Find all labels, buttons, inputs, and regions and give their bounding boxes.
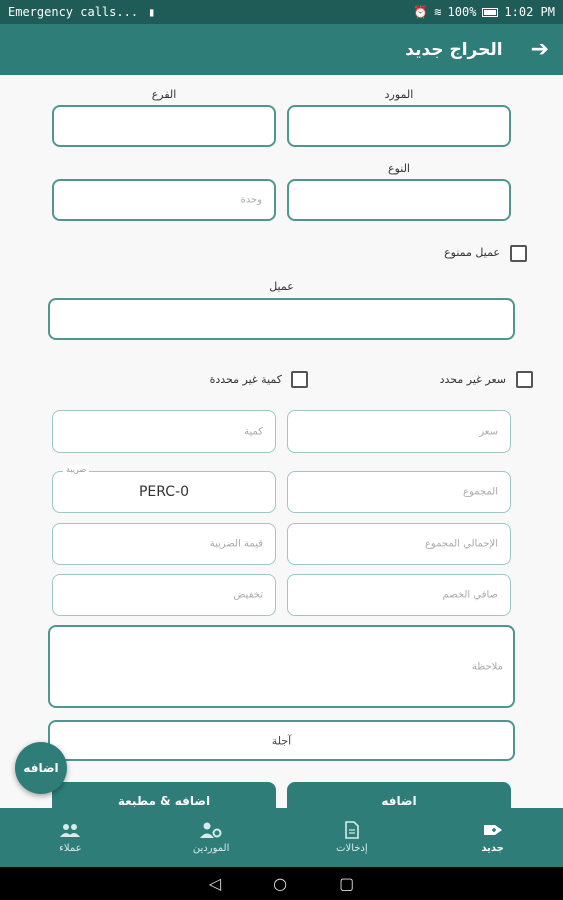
nav-new[interactable]: [422, 808, 563, 867]
note-placeholder: ملاحظة: [471, 661, 503, 672]
qty-input[interactable]: [52, 410, 276, 453]
wifi-icon: ≋: [434, 5, 442, 19]
price-unknown-checkbox[interactable]: [516, 371, 533, 388]
alarm-icon: ⏰: [413, 5, 429, 19]
unit-input[interactable]: [52, 179, 276, 221]
tax-floating-label: ضريبة: [63, 465, 89, 474]
branch-label: الفرع: [151, 88, 177, 101]
price-placeholder: سعر: [479, 426, 498, 437]
app-bar: [0, 24, 563, 75]
unit-placeholder: وحدة: [240, 194, 262, 206]
carrier-text: Emergency calls...: [8, 5, 139, 19]
nav-entries[interactable]: [282, 808, 423, 867]
qty-unknown-checkbox[interactable]: [291, 371, 308, 388]
bottom-nav: [0, 808, 563, 867]
grand-total-placeholder: الإجمالي المجموع: [424, 538, 498, 550]
price-input[interactable]: [287, 410, 511, 453]
grand-total-input[interactable]: [287, 523, 511, 565]
branch-dropdown[interactable]: [52, 105, 276, 147]
back-arrow-icon[interactable]: ➔: [530, 36, 549, 62]
total-placeholder: المجموع: [463, 486, 498, 498]
form-area: [0, 75, 563, 808]
tax-dropdown[interactable]: [52, 465, 276, 513]
recents-square-icon[interactable]: ▢: [339, 874, 355, 893]
net-discount-input[interactable]: [287, 574, 511, 616]
nav-new-label: جديد: [481, 843, 504, 854]
tax-value: PERC-0: [138, 484, 190, 500]
tax-value-placeholder: قيمة الضريبة: [209, 538, 263, 550]
nav-suppliers[interactable]: [141, 808, 282, 867]
page-title: الحراج جديد: [405, 39, 503, 60]
nav-clients[interactable]: [0, 808, 141, 867]
total-input[interactable]: [287, 471, 511, 513]
status-bar: [0, 0, 563, 24]
client-label: عميل: [269, 280, 294, 293]
suppliers-icon: [200, 821, 222, 839]
home-circle-icon[interactable]: ○: [273, 874, 288, 893]
supplier-label: المورد: [384, 88, 414, 101]
add-button[interactable]: اضافه: [287, 782, 511, 808]
qty-placeholder: كمية: [244, 426, 263, 437]
system-nav-bar: [0, 867, 563, 900]
battery-percent: 100%: [447, 5, 477, 19]
add-fab-button[interactable]: اضافه: [15, 742, 67, 794]
net-discount-placeholder: صافي الخصم: [442, 589, 498, 601]
new-entry-icon: [482, 821, 504, 839]
note-textarea[interactable]: [48, 625, 515, 708]
forbidden-client-label: عميل ممنوع: [444, 246, 500, 259]
back-triangle-icon[interactable]: ◁: [208, 874, 222, 893]
type-label: النوع: [388, 162, 410, 175]
type-dropdown[interactable]: [287, 179, 511, 221]
tax-value-input[interactable]: [52, 523, 276, 565]
deadline-input[interactable]: [48, 720, 515, 761]
battery-icon: [482, 8, 498, 17]
supplier-dropdown[interactable]: [287, 105, 511, 147]
notification-icon: ▮: [148, 5, 156, 19]
forbidden-client-checkbox[interactable]: [510, 245, 527, 262]
client-dropdown[interactable]: [48, 298, 515, 340]
clients-icon: [59, 821, 81, 839]
add-and-print-button[interactable]: اضافه & مطبعة: [52, 782, 276, 808]
qty-unknown-label: كمية غير محددة: [209, 373, 282, 386]
clock: 1:02 PM: [504, 5, 555, 19]
nav-entries-label: إدخالات: [336, 843, 368, 854]
nav-clients-label: عملاء: [59, 843, 82, 854]
discount-input[interactable]: [52, 574, 276, 616]
document-icon: [341, 821, 363, 839]
nav-suppliers-label: الموردين: [192, 843, 230, 854]
deadline-placeholder: آجلة: [271, 734, 292, 747]
discount-placeholder: تخفيض: [233, 589, 263, 601]
price-unknown-label: سعر غير محدد: [439, 373, 506, 386]
